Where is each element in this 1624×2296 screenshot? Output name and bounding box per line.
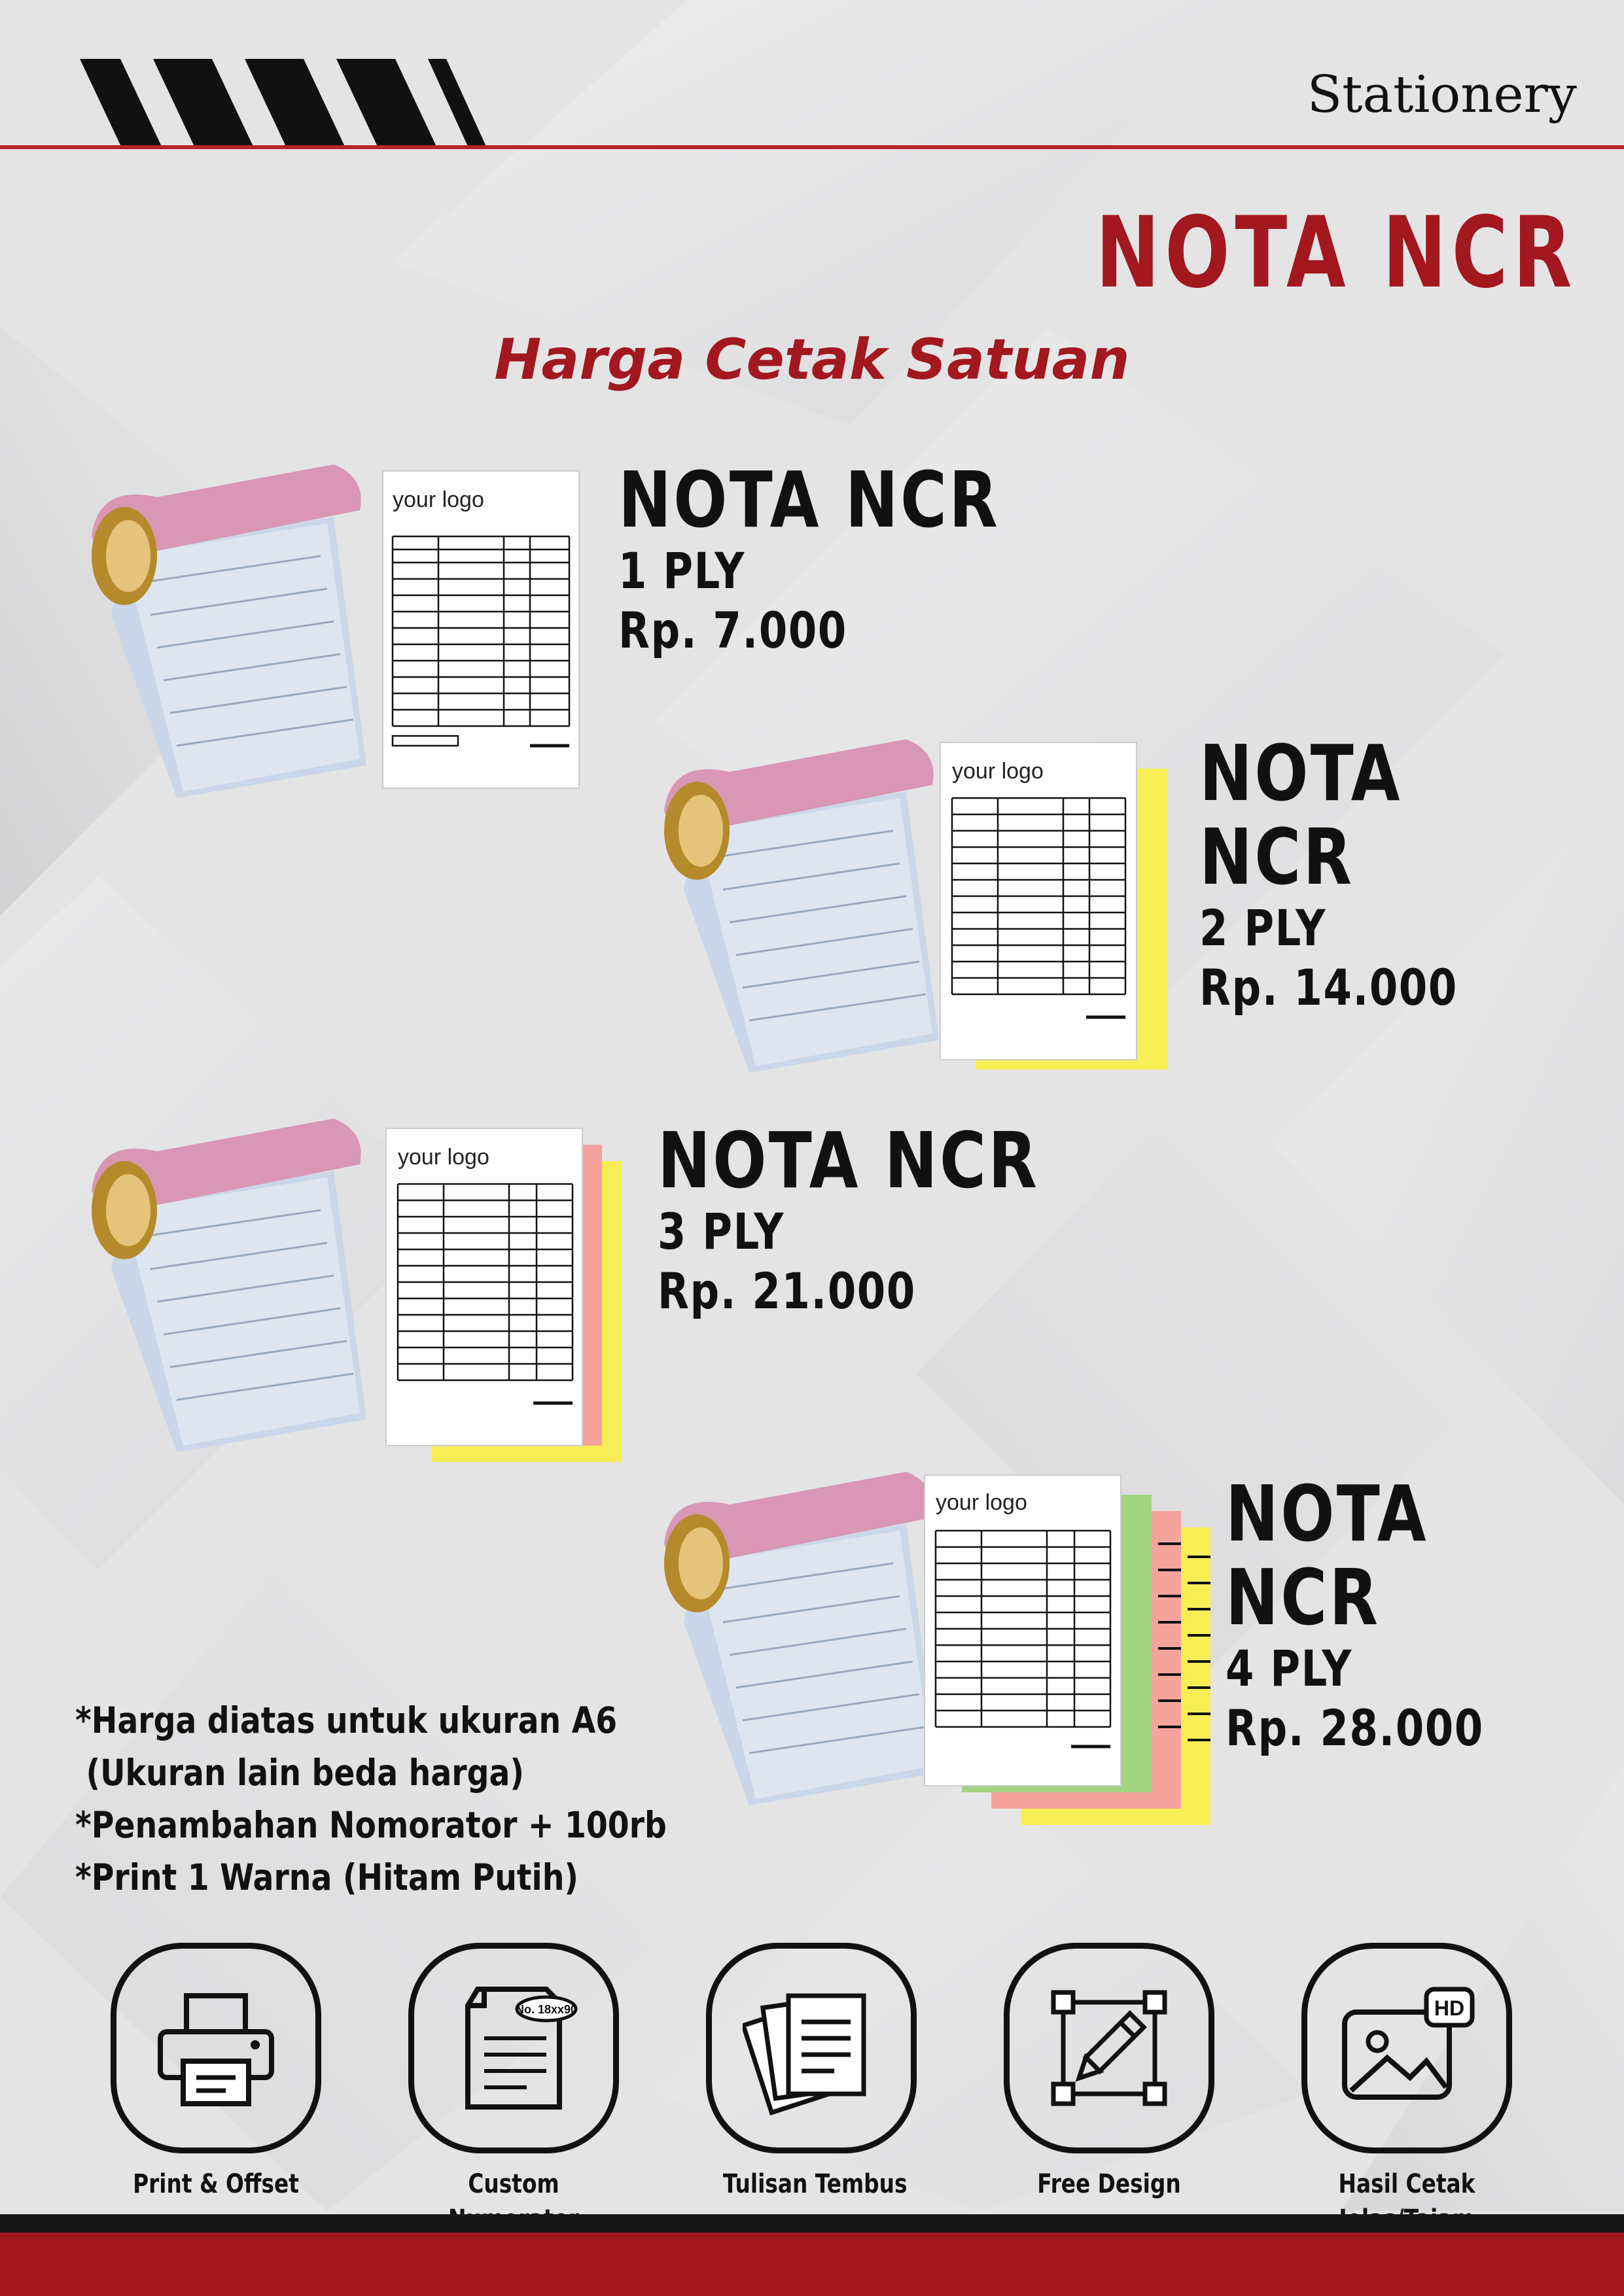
logo-text: your logo — [952, 759, 1044, 784]
logo-text: your logo — [936, 1490, 1027, 1515]
feature-label-line: Tulisan Tembus — [722, 2169, 908, 2199]
carbon-copy-pages-icon — [743, 1979, 880, 2117]
product-ply: 2 PLY — [1199, 899, 1327, 957]
footer-dark-bar — [0, 2214, 1624, 2233]
product-ply: 4 PLY — [1226, 1639, 1353, 1697]
product-price: Rp. 21.000 — [658, 1262, 916, 1320]
product-image-2ply — [658, 733, 1181, 1073]
logo-text: your logo — [398, 1145, 489, 1170]
feature-free-design — [1001, 1943, 1217, 2202]
product-name: NOTA NCR — [618, 455, 1000, 545]
product-3ply — [658, 1115, 1040, 1321]
numbered-document-icon — [448, 1979, 579, 2117]
feature-label — [128, 2166, 305, 2202]
feature-label-line: Free Design — [1037, 2169, 1181, 2199]
note-line: *Penambahan Nomorator + 100rb — [75, 1804, 667, 1846]
page-subtitle: Harga Cetak Satuan — [494, 327, 1130, 392]
feature-icon-frame — [1004, 1943, 1214, 2153]
product-name: NOTA NCR — [1199, 728, 1402, 902]
feature-label — [1021, 2166, 1198, 2202]
product-ply: 3 PLY — [658, 1202, 785, 1261]
price-notes — [75, 1694, 667, 1904]
product-4ply — [1226, 1469, 1552, 1758]
feature-custom-numerator — [406, 1943, 622, 2237]
feature-label-line: Custom — [468, 2169, 559, 2199]
note-line: *Print 1 Warna (Hitam Putih) — [75, 1856, 579, 1898]
design-pencil-icon — [1044, 1983, 1174, 2113]
product-price: Rp. 14.000 — [1199, 958, 1458, 1017]
product-price: Rp. 7.000 — [618, 601, 847, 659]
product-1ply — [618, 455, 1000, 661]
note-line: (Ukuran lain beda harga) — [75, 1752, 524, 1794]
product-name: NOTA NCR — [658, 1115, 1040, 1206]
feature-icon-frame — [111, 1943, 321, 2153]
header-divider — [0, 145, 1624, 149]
product-image-4ply — [658, 1465, 1227, 1832]
page-title: NOTA NCR — [1095, 196, 1577, 310]
product-image-1ply — [85, 458, 582, 798]
feature-hasil-cetak — [1299, 1943, 1515, 2237]
feature-tulisan-tembus — [703, 1943, 919, 2202]
feature-label — [722, 2166, 908, 2202]
feature-icon-frame — [408, 1943, 619, 2153]
feature-label-line: Print & Offset — [133, 2169, 299, 2199]
note-line: *Harga diatas untuk ukuran A6 — [75, 1699, 618, 1741]
feature-icon-frame — [706, 1943, 917, 2153]
printer-icon — [150, 1983, 281, 2113]
feature-label-line: Hasil Cetak — [1338, 2169, 1475, 2199]
product-image-3ply — [85, 1112, 635, 1472]
logo-text: your logo — [393, 487, 484, 512]
header-stripes-logo — [80, 59, 487, 148]
numerator-badge: No. 18xx90 — [515, 2003, 578, 2016]
product-ply: 1 PLY — [618, 542, 746, 600]
hd-image-icon — [1335, 1983, 1479, 2113]
footer-red-bar — [0, 2233, 1624, 2296]
feature-icon-frame — [1301, 1943, 1512, 2153]
product-2ply — [1199, 728, 1547, 1018]
feature-print-offset — [108, 1943, 324, 2202]
product-price: Rp. 28.000 — [1226, 1699, 1484, 1757]
product-name: NOTA NCR — [1226, 1469, 1428, 1643]
hd-badge: HD — [1434, 1996, 1465, 2020]
section-label: Stationery — [1307, 65, 1577, 124]
